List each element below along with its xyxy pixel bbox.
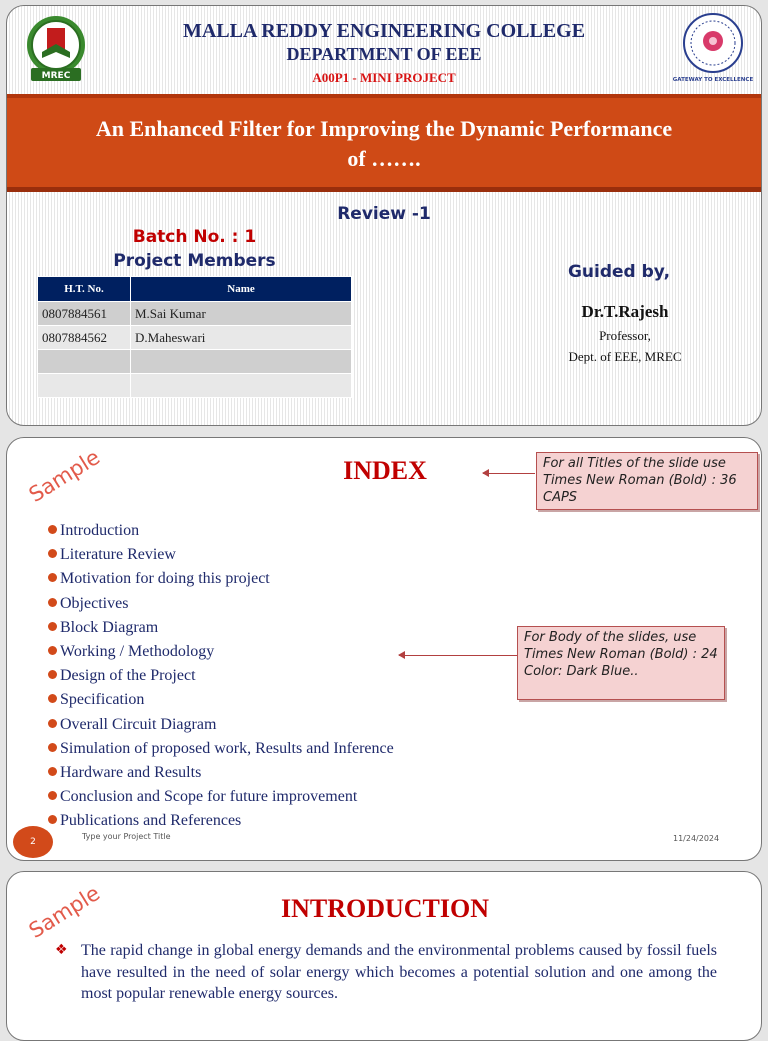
members-heading: Project Members [113, 251, 276, 271]
bullet-icon [48, 791, 57, 800]
bullet-icon [48, 525, 57, 534]
column-header-htno: H.T. No. [38, 277, 131, 302]
introduction-paragraph: The rapid change in global energy demands and the environmental problems caused by fossil fuels have resulted in the need of solar energy which becomes a potential solution and one among the most popular renewable energy sources. [81, 942, 717, 1002]
title-font-note: For all Titles of the slide use Times New Roman (Bold) : 36 CAPS [536, 452, 758, 510]
index-slide [6, 437, 762, 861]
note-arrow-icon [483, 473, 535, 474]
guide-name: Dr.T.Rajesh [581, 302, 669, 321]
list-item: Publications and References [45, 812, 394, 836]
bullet-icon [48, 719, 57, 728]
table-row [38, 350, 352, 374]
list-item: Literature Review [45, 546, 394, 570]
list-item: Overall Circuit Diagram [45, 716, 394, 740]
sample-watermark: Sample [24, 444, 105, 508]
list-item: Introduction [45, 522, 394, 546]
bullet-icon [48, 694, 57, 703]
table-cell: D.Maheswari [131, 326, 352, 350]
college-name: MALLA REDDY ENGINEERING COLLEGE [182, 20, 586, 42]
bullet-icon [48, 670, 57, 679]
list-item: Motivation for doing this project [45, 570, 394, 594]
bullet-icon [48, 743, 57, 752]
footer-date: 11/24/2024 [673, 834, 720, 843]
members-table [37, 276, 352, 398]
table-cell: M.Sai Kumar [131, 302, 352, 326]
table-row [38, 302, 352, 326]
list-item: Block Diagram [45, 619, 394, 643]
batch-number: Batch No. : 1 [132, 227, 257, 247]
table-cell [38, 374, 131, 398]
project-title-line2: of ……. [347, 146, 421, 171]
bullet-icon [48, 815, 57, 824]
table-cell [38, 350, 131, 374]
body-font-note: For Body of the slides, use Times New Roman (Bold) : 24 Color: Dark Blue.. [517, 626, 725, 700]
table-cell [131, 374, 352, 398]
column-header-name: Name [131, 277, 352, 302]
list-item: Working / Methodology [45, 643, 394, 667]
list-item: Simulation of proposed work, Results and Inference [45, 740, 394, 764]
bullet-icon [48, 646, 57, 655]
bullet-icon [48, 767, 57, 776]
sample-watermark: Sample [24, 880, 105, 944]
project-title-banner [7, 94, 761, 192]
table-row [38, 326, 352, 350]
bullet-icon [48, 622, 57, 631]
guided-by-label: Guided by, [567, 262, 671, 282]
department-name: DEPARTMENT OF EEE [286, 44, 482, 64]
svg-text:MREC: MREC [41, 71, 71, 81]
guide-department: Dept. of EEE, MREC [568, 349, 682, 364]
introduction-slide [6, 871, 762, 1041]
list-item: Hardware and Results [45, 764, 394, 788]
review-label: Review -1 [337, 204, 431, 224]
table-cell: 0807884561 [38, 302, 131, 326]
index-title: INDEX [343, 456, 427, 485]
page-number-badge: 2 [13, 826, 53, 858]
index-list [45, 522, 394, 836]
table-header-row [38, 277, 352, 302]
list-item: Conclusion and Scope for future improvement [45, 788, 394, 812]
diamond-bullet-icon: ❖ [55, 942, 68, 958]
bullet-icon [48, 573, 57, 582]
project-title-line1: An Enhanced Filter for Improving the Dynamic Performance [95, 116, 673, 141]
list-item: Specification [45, 691, 394, 715]
project-code: A00P1 - MINI PROJECT [312, 70, 456, 85]
table-row [38, 374, 352, 398]
footer-project-title: Type your Project Title [82, 832, 171, 841]
introduction-title: INTRODUCTION [280, 894, 490, 923]
list-item: Objectives [45, 595, 394, 619]
bullet-icon [48, 549, 57, 558]
table-cell [131, 350, 352, 374]
title-slide [6, 5, 762, 426]
guide-title: Professor, [599, 328, 651, 343]
list-item: Design of the Project [45, 667, 394, 691]
svg-text:GATEWAY TO EXCELLENCE: GATEWAY TO EXCELLENCE [672, 77, 754, 83]
bullet-icon [48, 598, 57, 607]
table-cell: 0807884562 [38, 326, 131, 350]
note-arrow-icon [399, 655, 517, 656]
